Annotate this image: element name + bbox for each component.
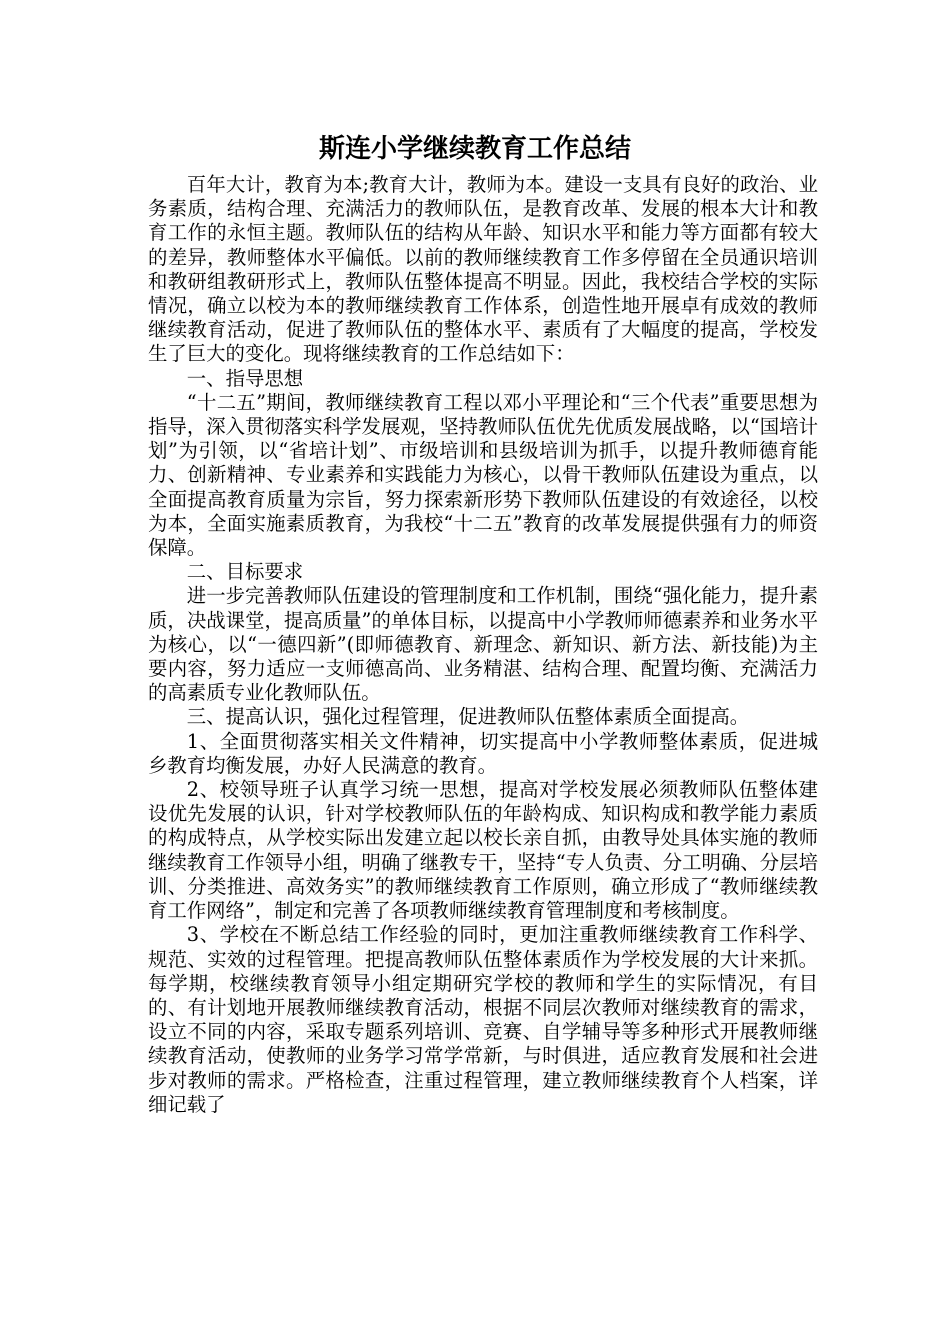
section-heading-guiding-thought: 一、指导思想 [186,366,304,390]
paragraph-guiding-thought: “十二五”期间，教师继续教育工程以邓小平理论和“三个代表”重要思想为指导，深入贯彻落实科学发展观，坚持教师队伍优先优质发展战略，以“国培计划”为引领，以“省培计划”、市级培训和县级培训为抓手，以提升教师德育能力、创新精神、专业素养和实践能力为核心，以骨干教师队伍建设为重点，以全面提高教育质量为宗旨，努力探索新形势下教师队伍建设的有效途径，以校为本，全面实施素质教育，为我校“十二五”教育的改革发展提供强有力的师资保障。 [148,390,818,560]
paragraph-item-2: 2、校领导班子认真学习统一思想，提高对学校发展必须教师队伍整体建设优先发展的认识，针对学校教师队伍的年龄构成、知识构成和教学能力素质的构成特点，从学校实际出发建立起以校长亲自抓，由教导处具体实施的教师继续教育工作领导小组，明确了继教专干，坚持“专人负责、分工明确、分层培训、分类推进、高效务实”的教师继续教育工作原则，确立形成了“教师继续教育工作网络”，制定和完善了各项教师继续教育管理制度和考核制度。 [148,778,818,923]
section-heading-awareness: 三、提高认识，强化过程管理，促进教师队伍整体素质全面提高。 [186,705,750,729]
section-heading-goals: 二、目标要求 [186,560,304,584]
paragraph-item-1: 1、全面贯彻落实相关文件精神，切实提高中小学教师整体素质，促进城乡教育均衡发展，办好人民满意的教育。 [148,729,818,777]
paragraph-goals: 进一步完善教师队伍建设的管理制度和工作机制，围绕“强化能力，提升素质，决战课堂，提高质量”的单体目标，以提高中小学教师师德素养和业务水平为核心，以“一德四新”(即师德教育、新理念、新知识、新方法、新技能)为主要内容，努力适应一支师德高尚、业务精湛、结构合理、配置均衡、充满活力的高素质专业化教师队伍。 [148,584,818,705]
paragraph-item-3: 3、学校在不断总结工作经验的同时，更加注重教师继续教育工作科学、规范、实效的过程管理。把提高教师队伍整体素质作为学校发展的大计来抓。每学期，校继续教育领导小组定期研究学校的教师和学生的实际情况，有目的、有计划地开展教师继续教育活动，根据不同层次教师对继续教育的需求，设立不同的内容，采取专题系列培训、竞赛、自学辅导等多种形式开展教师继续教育活动，使教师的业务学习常学常新，与时俱进，适应教育发展和社会进步对教师的需求。严格检查，注重过程管理，建立教师继续教育个人档案，详细记载了 [148,923,818,1116]
document-body [148,173,818,1117]
paragraph-intro: 百年大计，教育为本;教育大计，教师为本。建设一支具有良好的政治、业务素质，结构合理、充满活力的教师队伍，是教育改革、发展的根本大计和教育工作的永恒主题。教师队伍的结构从年龄、知识水平和能力等方面都有较大的差异，教师整体水平偏低。以前的教师继续教育工作多停留在全员通识培训和教研组教研形式上，教师队伍整体提高不明显。因此，我校结合学校的实际情况，确立以校为本的教师继续教育工作体系，创造性地开展卓有成效的教师继续教育活动，促进了教师队伍的整体水平、素质有了大幅度的提高，学校发生了巨大的变化。现将继续教育的工作总结如下： [148,173,818,366]
document-title: 斯连小学继续教育工作总结 [318,134,631,164]
